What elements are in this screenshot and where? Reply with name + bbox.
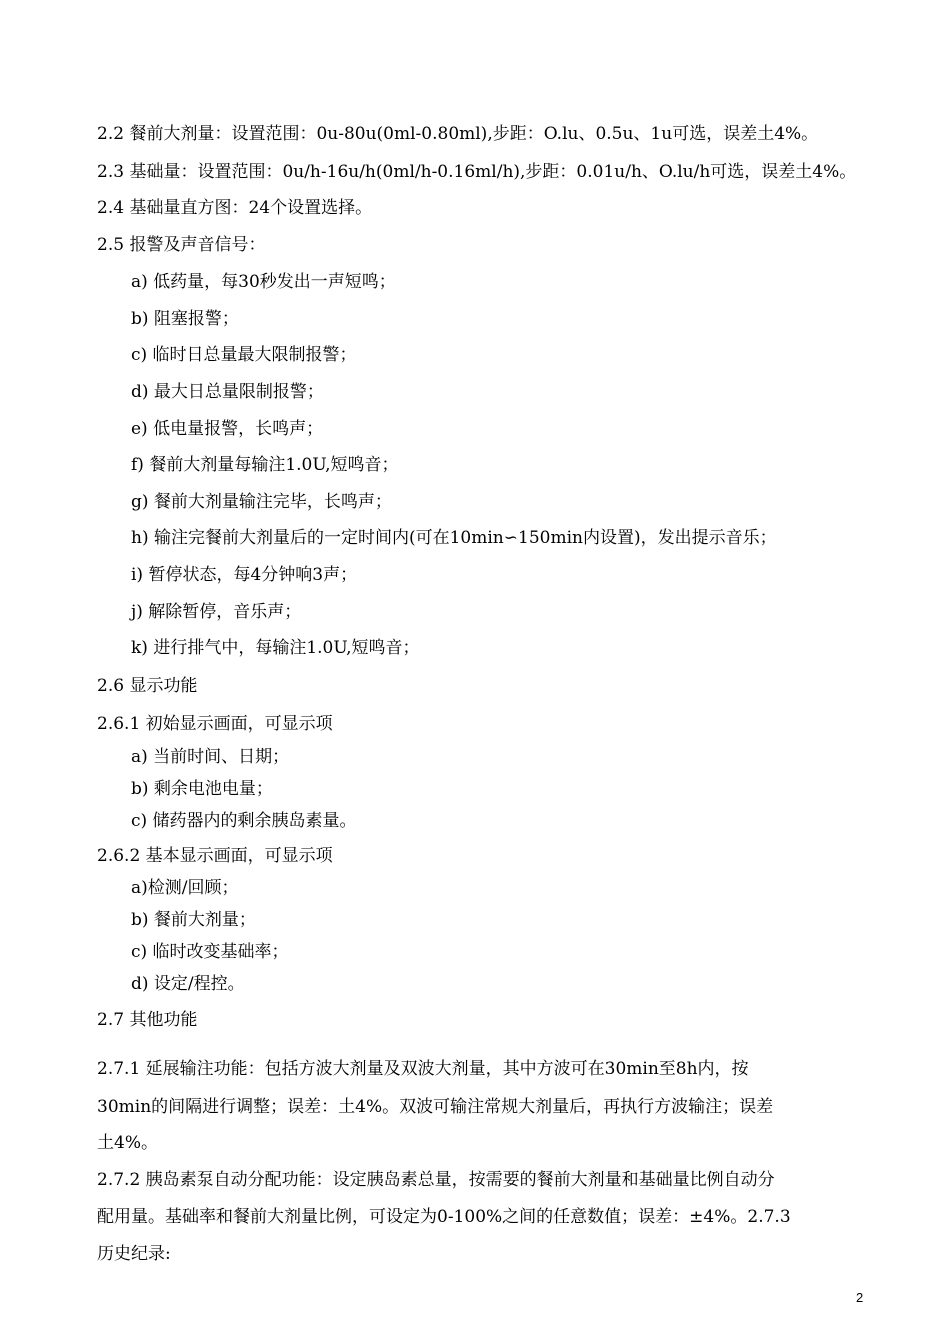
basic-display-item-b: b) 餐前大剂量；	[131, 910, 256, 930]
alarm-item-h: h) 输注完餐前大剂量后的一定时间内(可在10min∽150min内设置)，发出提示音乐；	[131, 528, 777, 548]
alarm-item-c: c) 临时日总量最大限制报警；	[131, 345, 357, 365]
section-heading-2-6: 2.6 显示功能	[97, 676, 198, 696]
alarm-item-j: j) 解除暂停，音乐声；	[131, 602, 302, 622]
initial-display-item-b: b) 剩余电池电量；	[131, 779, 273, 799]
paragraph-2-7-2-line-2: 配用量。基础率和餐前大剂量比例，可设定为0-100%之间的任意数值；误差：±4%。2.7.3	[97, 1207, 791, 1227]
alarm-item-b: b) 阻塞报警；	[131, 309, 239, 329]
subsection-heading-2-6-2: 2.6.2 基本显示画面，可显示项	[97, 846, 333, 866]
basic-display-item-c: c) 临时改变基础率；	[131, 942, 289, 962]
alarm-item-a: a) 低药量，每30秒发出一声短鸣；	[131, 272, 396, 292]
basic-display-item-d: d) 设定/程控。	[131, 974, 245, 994]
basic-display-item-a: a)检测/回顾；	[131, 878, 239, 898]
alarm-item-d: d) 最大日总量限制报警；	[131, 382, 324, 402]
alarm-item-i: i) 暂停状态，每4分钟响3声；	[131, 565, 358, 585]
subsection-heading-2-6-1: 2.6.1 初始显示画面，可显示项	[97, 714, 333, 734]
alarm-item-k: k) 进行排气中，每输注1.0U,短鸣音；	[131, 638, 420, 658]
alarm-item-f: f) 餐前大剂量每输注1.0U,短鸣音；	[131, 455, 399, 475]
section-heading-2-7: 2.7 其他功能	[97, 1010, 198, 1030]
text-line-2-5: 2.5 报警及声音信号：	[97, 235, 266, 255]
text-line-2-4: 2.4 基础量直方图：24个设置选择。	[97, 198, 373, 218]
text-line-2-3: 2.3 基础量：设置范围：0u/h-16u/h(0ml/h-0.16ml/h),步距：0.01u/h、O.lu/h可选，误差土4%。	[97, 162, 857, 182]
paragraph-2-7-1-line-3: 土4%。	[97, 1133, 158, 1153]
paragraph-2-7-2-line-3: 历史纪录:	[97, 1244, 171, 1264]
alarm-item-e: e) 低电量报警，长鸣声；	[131, 419, 324, 439]
alarm-item-g: g) 餐前大剂量输注完毕，长鸣声；	[131, 492, 392, 512]
text-line-2-2: 2.2 餐前大剂量：设置范围：0u-80u(0ml-0.80ml),步距：O.lu、0.5u、1u可选，误差土4%。	[97, 124, 819, 144]
paragraph-2-7-1-line-1: 2.7.1 延展输注功能：包括方波大剂量及双波大剂量，其中方波可在30min至8h内，按	[97, 1059, 749, 1079]
initial-display-item-a: a) 当前时间、日期；	[131, 747, 290, 767]
paragraph-2-7-2-line-1: 2.7.2 胰岛素泵自动分配功能：设定胰岛素总量，按需要的餐前大剂量和基础量比例自动分	[97, 1170, 775, 1190]
page-number: 2	[856, 1290, 864, 1305]
paragraph-2-7-1-line-2: 30min的间隔进行调整；误差：土4%。双波可输注常规大剂量后，再执行方波输注；误差	[97, 1097, 774, 1117]
initial-display-item-c: c) 储药器内的剩余胰岛素量。	[131, 811, 357, 831]
